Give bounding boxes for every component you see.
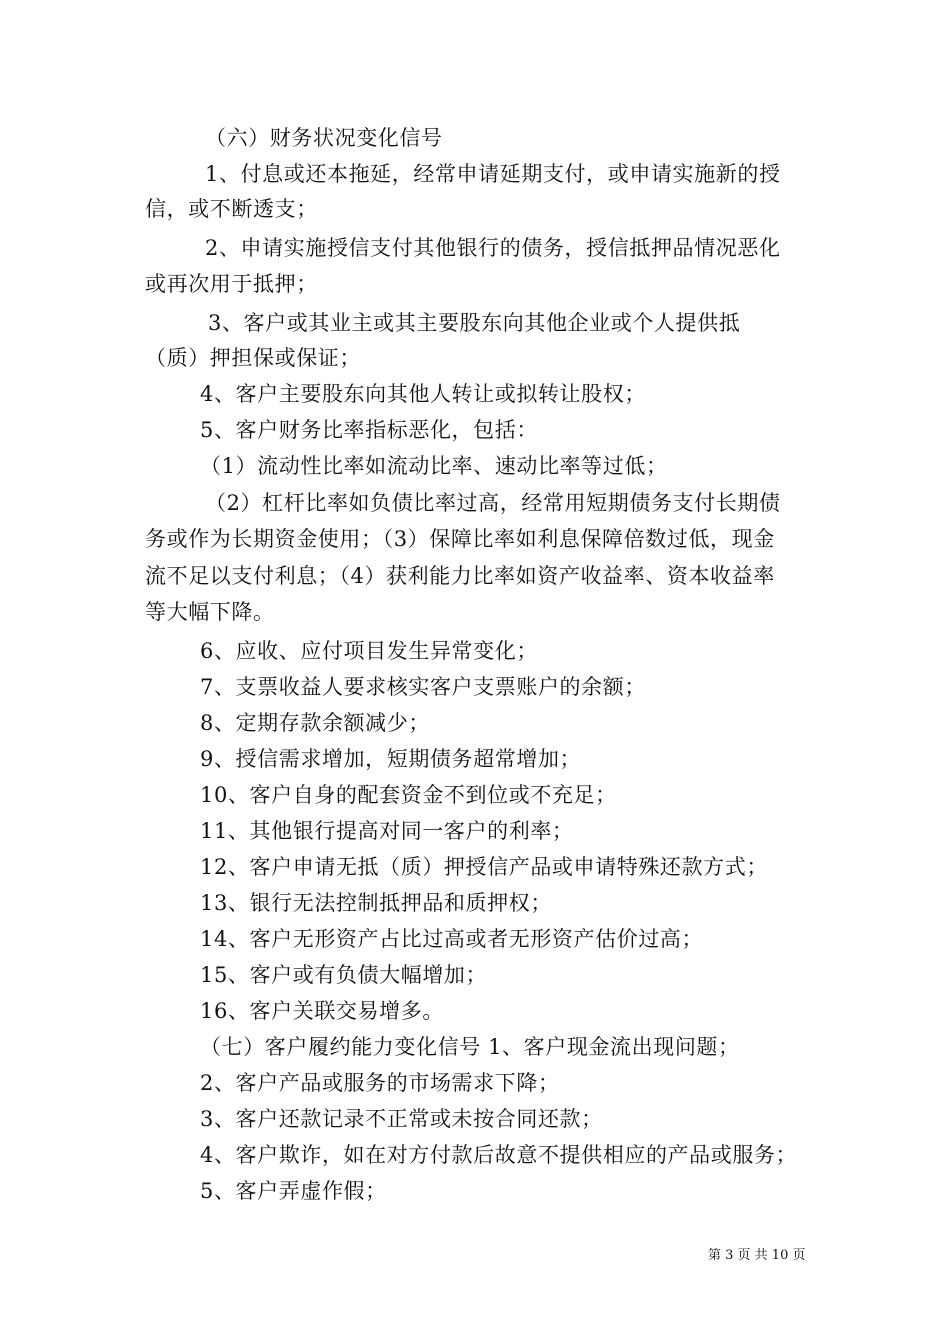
paragraph-line: 信，或不断透支； <box>145 197 318 221</box>
paragraph-line: 16、客户关联交易增多。 <box>200 999 444 1023</box>
paragraph-line: 11、其他银行提高对同一客户的利率； <box>200 819 574 843</box>
paragraph-line: 2、申请实施授信支付其他银行的债务，授信抵押品情况恶化 <box>205 236 781 260</box>
paragraph-line: 12、客户申请无抵（质）押授信产品或申请特殊还款方式； <box>200 855 768 879</box>
paragraph-line: 4、客户主要股东向其他人转让或拟转让股权； <box>200 382 646 406</box>
paragraph-line: 4、客户欺诈，如在对方付款后故意不提供相应的产品或服务； <box>200 1143 798 1167</box>
paragraph-line: 10、客户自身的配套资金不到位或不充足； <box>200 783 617 807</box>
paragraph-line: （2）杠杆比率如负债比率过高，经常用短期债务支付长期债 <box>205 491 781 515</box>
paragraph-line: 9、授信需求增加，短期债务超常增加； <box>200 747 582 771</box>
paragraph-line: （1）流动性比率如流动比率、速动比率等过低； <box>200 454 668 478</box>
paragraph-line: 1、付息或还本拖延，经常申请延期支付，或申请实施新的授 <box>205 162 781 186</box>
paragraph-line: 3、客户还款记录不正常或未按合同还款； <box>200 1107 603 1131</box>
paragraph-line: （质）押担保或保证； <box>145 346 361 370</box>
paragraph-line: 7、支票收益人要求核实客户支票账户的余额； <box>200 675 646 699</box>
paragraph-line: 8、定期存款余额减少； <box>200 711 430 735</box>
paragraph-line: 3、客户或其业主或其主要股东向其他企业或个人提供抵 <box>208 311 741 335</box>
section-heading-six: （六）财务状况变化信号 <box>205 126 443 150</box>
page-number-footer: 第 3 页 共 10 页 <box>708 1248 806 1263</box>
paragraph-line: 流不足以支付利息；（4）获利能力比率如资产收益率、资本收益率 <box>145 564 775 588</box>
paragraph-line: 等大幅下降。 <box>145 600 275 624</box>
paragraph-line: 2、客户产品或服务的市场需求下降； <box>200 1071 560 1095</box>
section-heading-seven: （七）客户履约能力变化信号 1、客户现金流出现问题； <box>200 1035 740 1059</box>
paragraph-line: 5、客户财务比率指标恶化，包括： <box>200 418 538 442</box>
paragraph-line: 5、客户弄虚作假； <box>200 1179 387 1203</box>
paragraph-line: 6、应收、应付项目发生异常变化； <box>200 639 538 663</box>
paragraph-line: 14、客户无形资产占比过高或者无形资产估价过高； <box>200 927 704 951</box>
paragraph-line: 15、客户或有负债大幅增加； <box>200 963 488 987</box>
paragraph-line: 13、银行无法控制抵押品和质押权； <box>200 891 552 915</box>
paragraph-line: 或再次用于抵押； <box>145 272 318 296</box>
paragraph-line: 务或作为长期资金使用；（3）保障比率如利息保障倍数过低，现金 <box>145 527 775 551</box>
